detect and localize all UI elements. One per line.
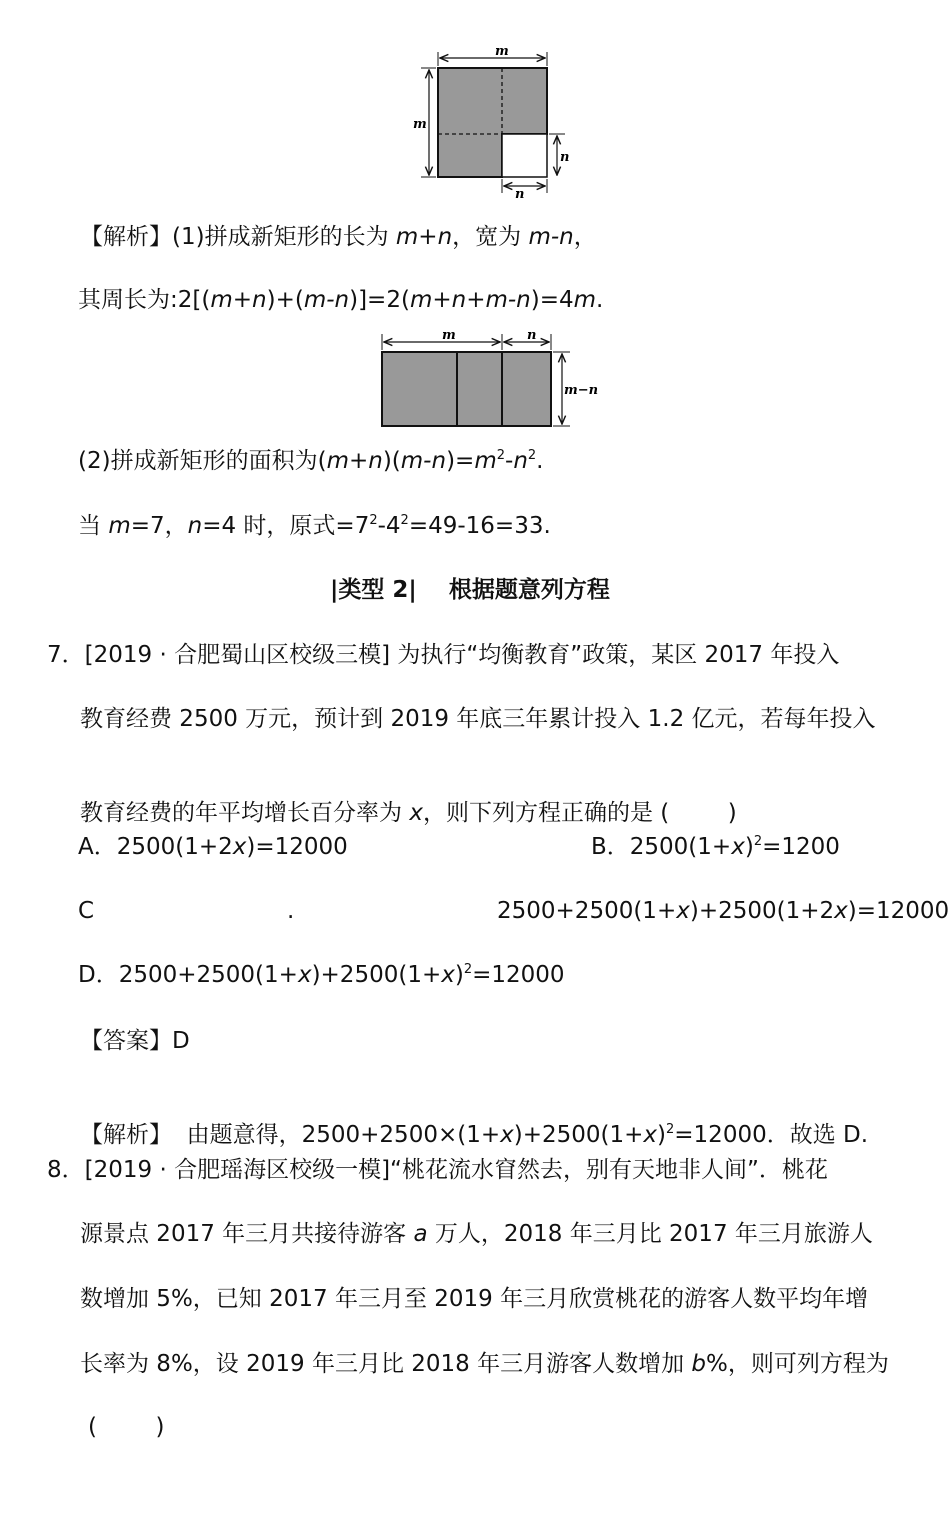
rect-part-2: [457, 352, 502, 426]
area-line: (2)拼成新矩形的面积为$(m+n)(m-n)=m^2-n^2$.: [78, 448, 544, 474]
q7-answer: 【答案】D: [80, 1028, 190, 1054]
q7-line-3: 教育经费的年平均增长百分率为 x，则下列方程正确的是 ( ): [80, 800, 737, 826]
label-bottom-n: n: [515, 187, 525, 200]
label-top-m: m: [495, 44, 509, 59]
q7-option-b: B．$2500(1+x)^2=1200$: [591, 834, 840, 860]
label-n: n: [527, 328, 537, 343]
q7-option-a: A．2500(1+2x)=12000: [78, 834, 348, 860]
q7-option-d: D．$2500+2500(1+x)+2500(1+x)^2=12000$: [78, 962, 565, 988]
q8-line-5: ( ): [88, 1414, 165, 1440]
analysis-line-1: 【解析】(1)拼成新矩形的长为 m+n，宽为 m-n，: [80, 224, 597, 250]
rect-part-1: [382, 352, 457, 426]
q8-line-2: 源景点 2017 年三月共接待游客 a 万人，2018 年三月比 2017 年三月旅游人: [80, 1221, 873, 1247]
q7-solution: 【解析】 由题意得，$2500+2500\times(1+x)+2500(1+x)^2=12000$．故选 D.: [80, 1122, 869, 1148]
q8-line-4: 长率为 8%，设 2019 年三月比 2018 年三月游客人数增加 b%，则可列方程为: [80, 1351, 889, 1377]
q7-option-c-dot: .: [287, 898, 295, 924]
rect-part-3: [502, 352, 551, 426]
section-title: |类型 2| 根据题意列方程: [330, 577, 610, 603]
q7-line-1: 7．[2019 · 合肥蜀山区校级三模] 为执行“均衡教育”政策，某区 2017 年投入: [47, 642, 840, 668]
label-m-minus-n: m−n: [564, 383, 599, 398]
evaluate-line: 当 m=7，n=4 时，原式$=7^2-4^2=49-16=33$.: [78, 513, 551, 539]
label-right-n: n: [560, 150, 570, 165]
square-diagram: [405, 40, 575, 200]
perimeter-line: 其周长为:2[(m+n)+(m-n)]=2(m+n+m-n)=4m.: [78, 287, 604, 313]
label-m: m: [442, 328, 456, 343]
q8-line-1: 8．[2019 · 合肥瑶海区校级一模]“桃花流水窅然去，别有天地非人间”．桃花: [47, 1157, 828, 1183]
label-left-m: m: [413, 117, 427, 132]
cut-corner: [502, 134, 547, 177]
q8-line-3: 数增加 5%，已知 2017 年三月至 2019 年三月欣赏桃花的游客人数平均年增: [80, 1286, 869, 1312]
rectangle-diagram: [370, 326, 610, 434]
q7-option-c-label: C: [78, 898, 95, 924]
q7-option-c: 2500+2500(1+x)+2500(1+2x)=12000: [497, 898, 950, 924]
q7-line-2: 教育经费 2500 万元，预计到 2019 年底三年累计投入 1.2 亿元，若每年投入: [80, 706, 876, 732]
